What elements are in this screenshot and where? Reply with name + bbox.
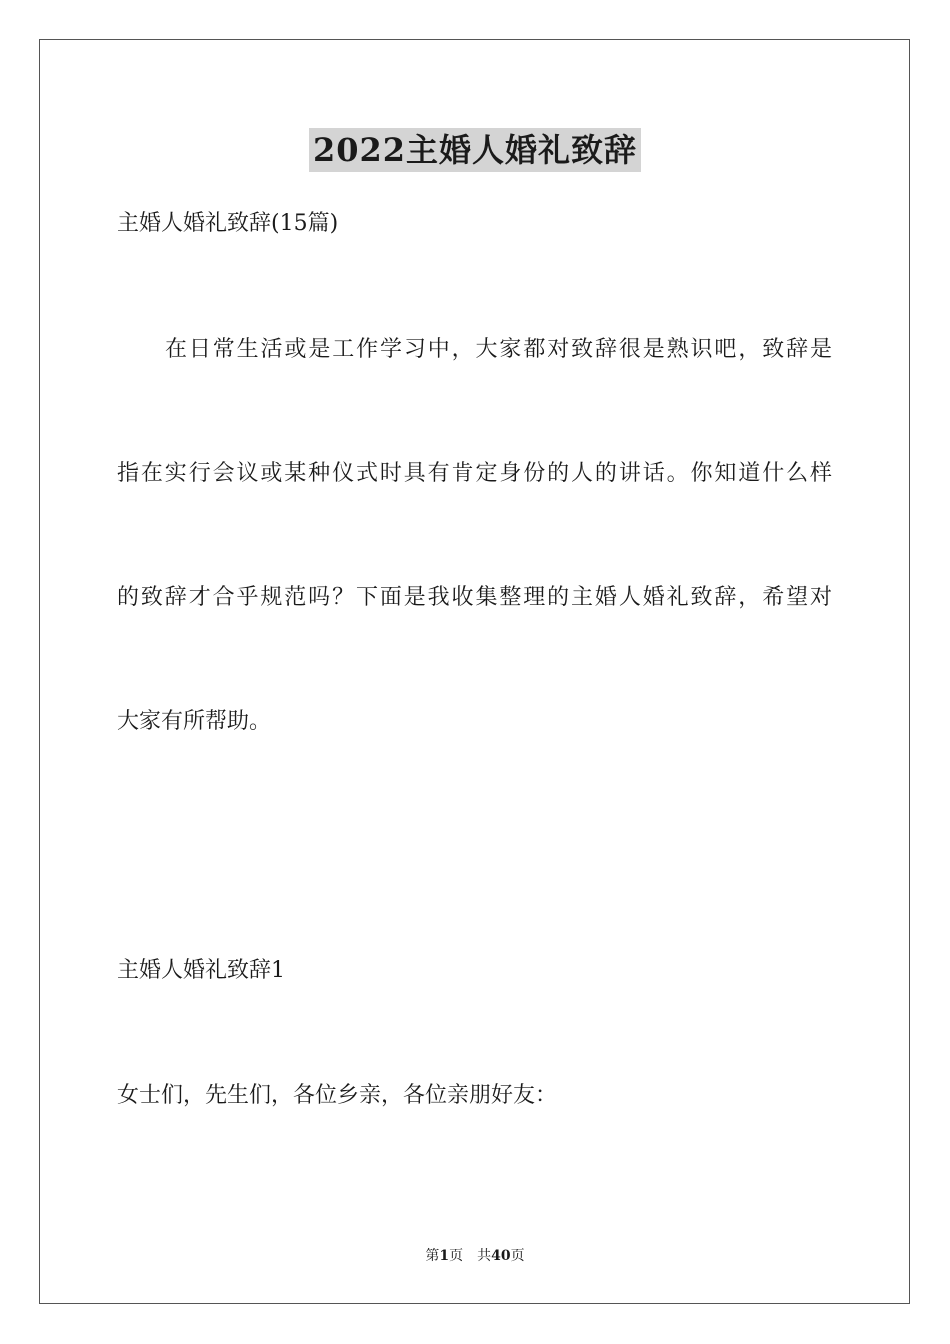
footer-total-pages: 40: [491, 1248, 511, 1264]
document-title: 2022主婚人婚礼致辞: [309, 128, 641, 172]
greeting-line: 女士们，先生们，各位乡亲，各位亲朋好友：: [117, 1083, 558, 1108]
footer-page-prefix: 第: [425, 1248, 440, 1264]
section-heading: 主婚人婚礼致辞1: [117, 958, 285, 983]
intro-line-4: 大家有所帮助。: [117, 709, 272, 734]
intro-line-3: 的致辞才合乎规范吗？下面是我收集整理的主婚人婚礼致辞，希望对: [117, 585, 832, 610]
intro-line-1: 在日常生活或是工作学习中，大家都对致辞很是熟识吧，致辞是: [165, 337, 832, 362]
footer-total-prefix: 共: [477, 1248, 492, 1264]
document-subtitle: 主婚人婚礼致辞(15篇): [117, 211, 339, 236]
page-footer: [0, 1246, 950, 1266]
document-title-container: [0, 128, 950, 178]
footer-page-number: 1: [439, 1248, 450, 1264]
footer-page-suffix: 页: [449, 1248, 464, 1264]
footer-total-suffix: 页: [510, 1248, 525, 1264]
intro-line-2: 指在实行会议或某种仪式时具有肯定身份的人的讲话。你知道什么样: [117, 461, 832, 486]
